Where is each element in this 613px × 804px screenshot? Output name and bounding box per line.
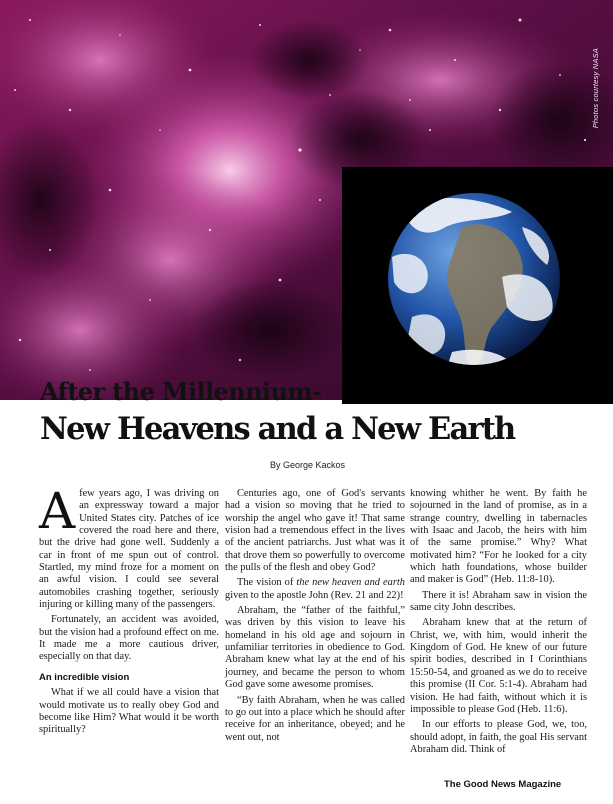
paragraph-text: given to the apostle John (Rev. 21 and 22)!	[225, 589, 404, 601]
title-line-1: After the Millennium-	[40, 377, 322, 406]
paragraph: Abraham knew that at the return of Christ, we, with him, would inherit the Kingdom of God. He knew of our future spirit bodies, described in I Corinthians 15:50-54, and groaned as we do to receive this promise (II Cor. 5:1-4). Abraham had vision. He had faith, without which it is impossible to please God (Heb. 11:6).	[410, 617, 587, 715]
paragraph: Centuries ago, one of God's servants had a vision so moving that he tried to worship the angel who gave it! That same vision had a tremendous effect in the lives of the ancient patriarchs. Just what was it that drove them so powerfully to overcome the pulls of the flesh and obey God?	[225, 488, 405, 574]
paragraph: Abraham, the “father of the faithful,” was driven by this vision to leave his homeland in his old age and sojourn in unfamiliar territories in obedience to God. Abraham knew what lay at the end of his journey, and became the person to whom God gave some awesome promises.	[225, 605, 405, 691]
paragraph: There it is! Abraham saw in vision the same city John describes.	[410, 589, 587, 614]
photo-credit: Photos courtesy NASA	[591, 48, 600, 129]
paragraph-text: few years ago, I was driving on an expressway toward a major United States city. Patches of ice covered the road here and there, but the drive had gone well. Suddenly a car in front of me spun out of control. Startled, my mind froze for a moment on an awful vision. I could see several automobiles crashing together, seriously injuring or killing many of the passengers.	[39, 488, 219, 611]
paragraph: In our efforts to please God, we, too, should adopt, in faith, the goal His servant Abraham did. Think of	[410, 719, 587, 755]
earth-photo	[342, 167, 613, 404]
section-subhead: An incredible vision	[39, 671, 130, 683]
title-line-2: New Heavens and a New Earth	[40, 411, 515, 447]
paragraph-text: The vision of	[237, 577, 297, 589]
paragraph: knowing whither he went. By faith he sojourned in the land of promise, as in a strange country, dwelling in tabernacles with Isaac and Jacob, the heirs with him of the same promise.” Why? What motivated him? “For he looked for a city which hath foundations, whose builder and maker is God” (Heb. 11:8-10).	[410, 488, 587, 586]
paragraph: “By faith Abraham, when he was called to go out into a place which he should after receive for an inheritance, obeyed; and he went out, not	[225, 694, 405, 743]
column-3	[410, 488, 587, 759]
column-2	[225, 488, 405, 747]
emphasis-text: the new heaven and earth	[296, 577, 405, 589]
paragraph: What if we all could have a vision that would motivate us to really obey God and become like Him? What would it be worth spiritually?	[39, 687, 219, 736]
paragraph	[39, 482, 219, 611]
magazine-footer: The Good News Magazine	[444, 779, 562, 790]
column-1	[39, 482, 219, 740]
drop-cap: A	[39, 482, 76, 540]
paragraph	[225, 577, 405, 602]
byline: By George Kackos	[270, 460, 346, 470]
paragraph: Fortunately, an accident was avoided, but the vision had a profound effect on me. It made me a more cautious driver, especially on that day.	[39, 614, 219, 663]
